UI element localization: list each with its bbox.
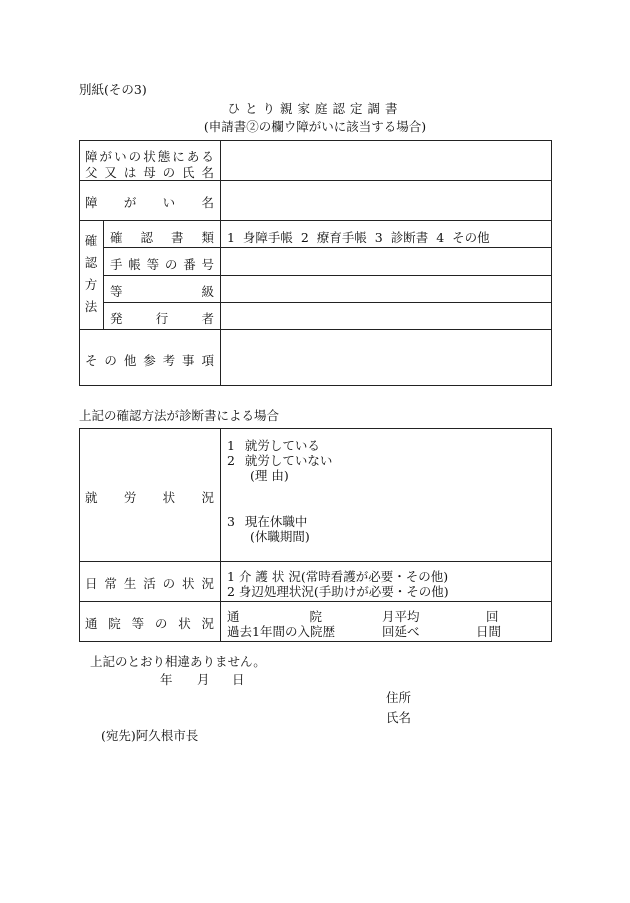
label-char: 況 <box>201 576 214 591</box>
label-char: い <box>114 149 127 164</box>
label-char: の <box>154 616 168 631</box>
label-char: 況 <box>201 490 214 505</box>
label-char: 号 <box>201 257 214 272</box>
total-days-label: 回延べ <box>382 624 420 639</box>
hospital-visit-label <box>85 614 214 632</box>
label-char: 書 <box>170 230 184 245</box>
times-unit: 回 <box>486 609 499 624</box>
label-char: の <box>164 257 178 272</box>
label-char: に <box>172 149 185 164</box>
label-char: 者 <box>201 311 214 326</box>
date-year: 年 <box>160 672 173 687</box>
issuer-label <box>110 309 214 327</box>
label-char: 氏 <box>182 165 195 180</box>
confirmation-method-label: 確 認 方 法 <box>84 233 98 314</box>
label-char: 手 <box>110 257 123 272</box>
label-char: 名 <box>201 165 214 180</box>
document-subtitle: (申請書②の欄ウ障がいに該当する場合) <box>203 119 427 134</box>
leave-period: (休職期間) <box>250 529 310 544</box>
work-option-1: 1 就労している <box>227 438 320 453</box>
daily-option-2: 2 身辺処理状況(手助けが必要・その他) <box>227 584 449 599</box>
label-char: 状 <box>162 490 176 505</box>
label-char: 他 <box>123 353 137 368</box>
annex-label: 別紙(その3) <box>79 82 147 97</box>
label-char: 事 <box>182 353 195 368</box>
label-char: 通 <box>227 609 240 624</box>
work-reason: (理 由) <box>250 468 289 483</box>
label-char: 帳 <box>128 257 141 272</box>
label-char: い <box>162 195 176 210</box>
work-option-2: 2 就労していない <box>227 453 333 468</box>
work-option-3: 3 現在休職中 <box>227 514 308 529</box>
label-char: 参 <box>143 353 156 368</box>
label-char: 認 <box>140 230 153 245</box>
label-char: 項 <box>201 353 214 368</box>
label-char: 行 <box>155 311 169 326</box>
label-char: そ <box>85 353 98 368</box>
label-char: 等 <box>146 257 160 272</box>
work-status-label <box>85 488 214 506</box>
certificate-type-label <box>110 228 214 246</box>
grade-label <box>110 282 214 300</box>
label-char: 等 <box>131 616 145 631</box>
label-char: あ <box>186 149 200 164</box>
label-char: 常 <box>104 576 117 591</box>
label-char: 等 <box>110 284 123 299</box>
monthly-average-label: 月平均 <box>382 609 420 624</box>
declaration-text: 上記のとおり相違ありません。 <box>90 654 266 669</box>
label-char: 通 <box>85 616 98 631</box>
label-char: 状 <box>143 149 156 164</box>
label-char: 類 <box>201 230 214 245</box>
label-char: 院 <box>309 609 322 624</box>
label-char: 状 <box>178 616 191 631</box>
disability-name-label <box>85 193 214 211</box>
address-label: 住所 <box>386 690 412 705</box>
label-char: 考 <box>162 353 176 368</box>
label-char: 障 <box>85 195 98 210</box>
label-char: 確 <box>110 230 123 245</box>
label-char: 労 <box>123 490 137 505</box>
label-char: 名 <box>201 195 214 210</box>
label-char: 況 <box>201 616 214 631</box>
label-char: 院 <box>108 616 121 631</box>
label-char: 生 <box>123 576 137 591</box>
certificate-options: 1 身障手帳 2 療育手帳 3 診断書 4 その他 <box>227 230 490 245</box>
label-char: 父 <box>85 165 98 180</box>
date-month: 月 <box>197 672 210 687</box>
label-char: 番 <box>183 257 196 272</box>
label-char: 発 <box>110 311 123 326</box>
date-day: 日 <box>232 672 245 687</box>
label-char: 就 <box>85 490 98 505</box>
document-title: ひとり親家庭認定調書 <box>227 101 403 116</box>
parent-name-label-line2 <box>85 163 214 181</box>
label-char: の <box>162 576 176 591</box>
label-char: 状 <box>182 576 195 591</box>
days-unit: 日間 <box>476 624 502 639</box>
label-char: 態 <box>157 149 171 164</box>
diagnosis-section-caption: 上記の確認方法が診断書による場合 <box>79 408 280 423</box>
label-char: が <box>99 149 113 164</box>
label-char: る <box>201 149 214 164</box>
notebook-number-label <box>110 255 214 273</box>
daily-life-label <box>85 574 214 592</box>
label-char: の <box>128 149 142 164</box>
daily-option-1: 1 介 護 状 況(常時看護が必要・その他) <box>227 569 449 584</box>
addressee: (宛先)阿久根市長 <box>101 728 199 743</box>
label-char: 日 <box>85 576 98 591</box>
label-char: は <box>123 165 137 180</box>
label-char: 障 <box>85 149 98 164</box>
label-char: の <box>104 353 117 368</box>
label-char: 活 <box>143 576 156 591</box>
admission-history-label: 過去1年間の入院歴 <box>227 624 335 639</box>
label-char: が <box>123 195 137 210</box>
label-char: の <box>162 165 176 180</box>
label-char: 母 <box>143 165 156 180</box>
name-label: 氏名 <box>386 710 412 725</box>
other-notes-label <box>85 351 214 369</box>
label-char: 級 <box>201 284 214 299</box>
label-char: 又 <box>104 165 117 180</box>
